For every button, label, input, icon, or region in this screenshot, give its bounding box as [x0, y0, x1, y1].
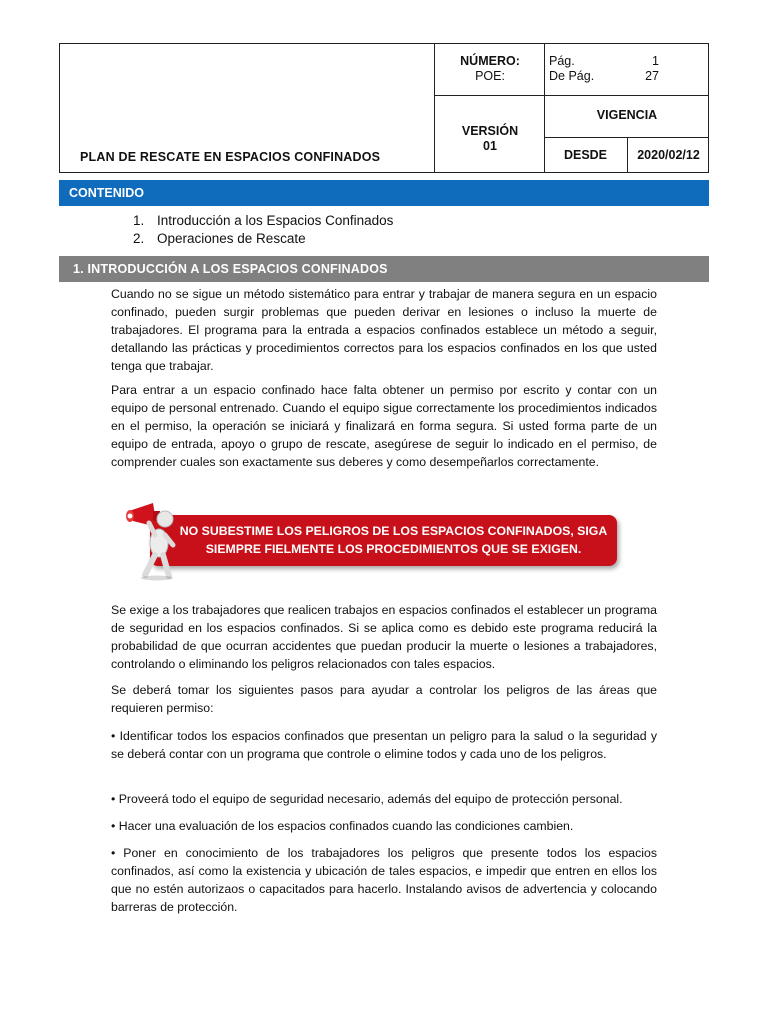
numero-cell [435, 54, 545, 84]
paragraph: Para entrar a un espacio confinado hace falta obtener un permiso por escrito y contar con un equipo de personal entrenado. Cuando el equipo sigue correctamente los procedimientos indicados en el permiso, la operación se iniciará y finalizará en forma segura. Si usted forma parte de un equipo de entrada, apoyo o grupo de rescate, asegúrese de seguir lo indicado en el permiso, de comprender cuales son exactamente sus deberes y como desempeñarlos correctamente. [111, 383, 657, 469]
bullet-item: • Identificar todos los espacios confinados que presentan un peligro para la salud o la seguridad y se deberá contar con un programa que controle o elimine todos y cada uno de los peligros. [111, 729, 657, 761]
contenido-heading: CONTENIDO [59, 180, 709, 206]
version-label: VERSIÓN [461, 124, 519, 138]
numero-value: POE: [475, 69, 505, 83]
bullet-item: • Proveerá todo el equipo de seguridad necesario, además del equipo de protección personal. [111, 792, 623, 806]
desde-date: 2020/02/12 [637, 148, 700, 162]
toc-item-number: 1. [133, 213, 145, 228]
pag-value: 1 [652, 54, 659, 68]
depag-label: De Pág. [549, 69, 595, 83]
warning-banner [150, 515, 617, 566]
paragraph: Se deberá tomar los siguientes pasos para ayudar a controlar los peligros de las áreas que requieren permiso: [111, 683, 657, 715]
megaphone-person-icon [123, 497, 193, 581]
page-count-cell [549, 54, 659, 84]
desde-label: DESDE [563, 148, 608, 162]
toc-item-label: Introducción a los Espacios Confinados [157, 213, 394, 228]
warning-banner-text: NO SUBESTIME LOS PELIGROS DE LOS ESPACIOS CONFINADOS, SIGA SIEMPRE FIELMENTE LOS PROCEDIMIENTOS QUE SE EXIGEN. [179, 524, 608, 556]
toc-item-label: Operaciones de Rescate [157, 231, 306, 246]
pag-label: Pág. [549, 54, 575, 68]
header-divider [434, 95, 708, 96]
vigencia-label: VIGENCIA [596, 108, 658, 122]
paragraph: Cuando no se sigue un método sistemático para entrar y trabajar de manera segura en un espacio confinado, pueden surgir problemas que pueden derivar en lesiones o incluso la muerte de trabajadores. El programa para la entrada a espacios confinados establece un método a seguir, detallando las prácticas y procedimientos correctos para los espacios confinados en los que usted tenga que trabajar. [111, 287, 657, 373]
toc-item-number: 2. [133, 231, 145, 246]
numero-label: NÚMERO: [460, 54, 520, 68]
toc-item[interactable] [133, 230, 393, 248]
version-cell [435, 124, 545, 154]
version-value: 01 [483, 139, 497, 153]
header-divider [544, 137, 708, 138]
document-title: PLAN DE RESCATE EN ESPACIOS CONFINADOS [80, 150, 381, 164]
bullet-item: • Hacer una evaluación de los espacios confinados cuando las condiciones cambien. [111, 819, 574, 833]
section-heading: 1. INTRODUCCIÓN A LOS ESPACIOS CONFINADOS [59, 256, 709, 282]
bullet-item: • Poner en conocimiento de los trabajadores los peligros que presente todos los espacios confinados, así como la existencia y ubicación de tales espacios, e impedir que entren en ellos los que no estén autorizaos o capacitados para hacerlo. Instalando avisos de advertencia y colocando barreras de protección. [111, 846, 657, 914]
document-header [59, 43, 709, 173]
toc-item[interactable] [133, 212, 393, 230]
paragraph: Se exige a los trabajadores que realicen trabajos en espacios confinados el establecer un programa de seguridad en los espacios confinados. Si se aplica como es debido este programa reducirá la probabilidad de que ocurran accidentes que puedan producir la muerte o lesiones a trabajadores, controlando o eliminando los peligros relacionados con tales espacios. [111, 603, 657, 671]
table-of-contents [133, 212, 393, 248]
depag-value: 27 [645, 69, 659, 83]
